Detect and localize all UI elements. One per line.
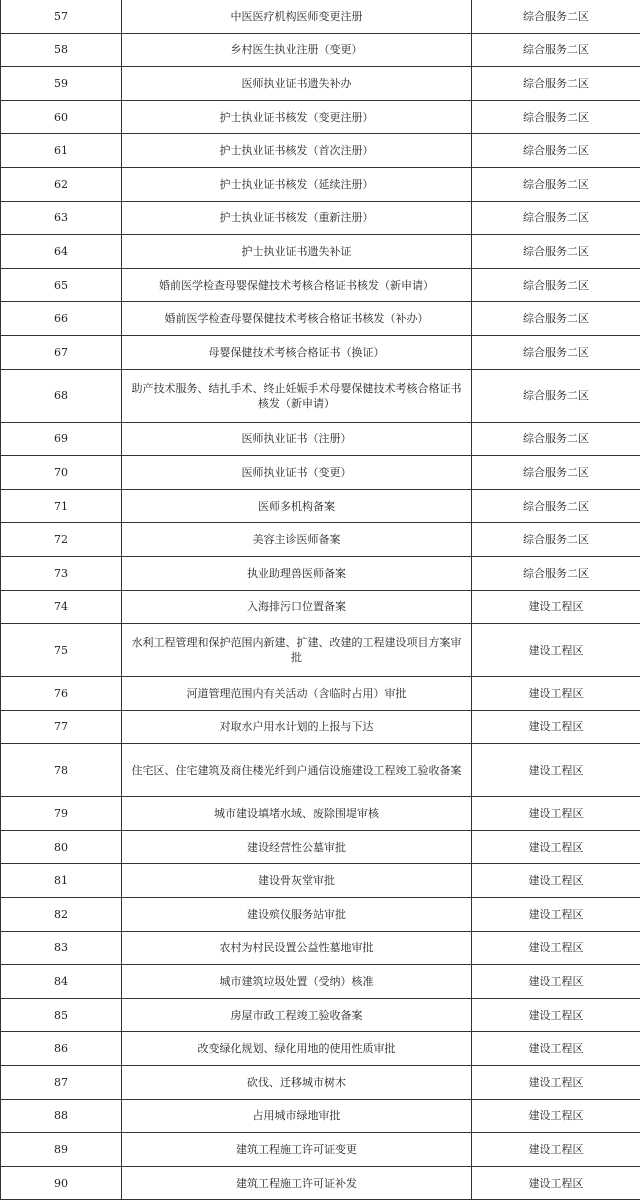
table-row bbox=[1, 898, 640, 932]
service-name: 护士执业证书核发（变更注册） bbox=[122, 100, 472, 134]
row-number: 88 bbox=[1, 1099, 122, 1133]
service-area: 建设工程区 bbox=[472, 965, 640, 999]
table-row bbox=[1, 523, 640, 557]
table-row bbox=[1, 1032, 640, 1066]
row-number: 74 bbox=[1, 590, 122, 624]
service-name: 砍伐、迁移城市树木 bbox=[122, 1066, 472, 1100]
service-area: 建设工程区 bbox=[472, 864, 640, 898]
row-number: 62 bbox=[1, 167, 122, 201]
table-row bbox=[1, 335, 640, 369]
service-name: 婚前医学检查母婴保健技术考核合格证书核发（新申请） bbox=[122, 268, 472, 302]
service-area: 综合服务二区 bbox=[472, 523, 640, 557]
service-area: 建设工程区 bbox=[472, 1099, 640, 1133]
service-name: 护士执业证书核发（延续注册） bbox=[122, 167, 472, 201]
table-body bbox=[1, 0, 640, 1200]
service-name: 农村为村民设置公益性墓地审批 bbox=[122, 931, 472, 965]
service-area: 综合服务二区 bbox=[472, 556, 640, 590]
service-name: 水利工程管理和保护范围内新建、扩建、改建的工程建设项目方案审批 bbox=[122, 624, 472, 677]
service-name: 占用城市绿地审批 bbox=[122, 1099, 472, 1133]
service-area: 综合服务二区 bbox=[472, 201, 640, 235]
table-row bbox=[1, 302, 640, 336]
row-number: 58 bbox=[1, 33, 122, 67]
table-row bbox=[1, 830, 640, 864]
service-name: 护士执业证书核发（重新注册） bbox=[122, 201, 472, 235]
service-area: 建设工程区 bbox=[472, 744, 640, 797]
service-name: 婚前医学检查母婴保健技术考核合格证书核发（补办） bbox=[122, 302, 472, 336]
table-row bbox=[1, 1133, 640, 1167]
service-name: 母婴保健技术考核合格证书（换证） bbox=[122, 335, 472, 369]
row-number: 81 bbox=[1, 864, 122, 898]
service-name: 建筑工程施工许可证补发 bbox=[122, 1166, 472, 1200]
service-name: 医师执业证书（变更） bbox=[122, 456, 472, 490]
service-area: 建设工程区 bbox=[472, 830, 640, 864]
service-area: 综合服务二区 bbox=[472, 167, 640, 201]
row-number: 89 bbox=[1, 1133, 122, 1167]
service-name: 建设殡仪服务站审批 bbox=[122, 898, 472, 932]
table-row bbox=[1, 167, 640, 201]
table-row bbox=[1, 201, 640, 235]
service-area: 建设工程区 bbox=[472, 1032, 640, 1066]
service-area: 综合服务二区 bbox=[472, 456, 640, 490]
service-name: 医师多机构备案 bbox=[122, 489, 472, 523]
table-row bbox=[1, 100, 640, 134]
service-name: 建设骨灰堂审批 bbox=[122, 864, 472, 898]
service-area: 综合服务二区 bbox=[472, 33, 640, 67]
service-area: 综合服务二区 bbox=[472, 134, 640, 168]
service-name: 中医医疗机构医师变更注册 bbox=[122, 0, 472, 33]
service-name: 医师执业证书遗失补办 bbox=[122, 67, 472, 101]
row-number: 73 bbox=[1, 556, 122, 590]
service-name: 入海排污口位置备案 bbox=[122, 590, 472, 624]
service-area: 综合服务二区 bbox=[472, 268, 640, 302]
service-name: 改变绿化规划、绿化用地的使用性质审批 bbox=[122, 1032, 472, 1066]
table-row bbox=[1, 33, 640, 67]
row-number: 85 bbox=[1, 998, 122, 1032]
service-name: 助产技术服务、结扎手术、终止妊娠手术母婴保健技术考核合格证书核发（新申请） bbox=[122, 369, 472, 422]
row-number: 87 bbox=[1, 1066, 122, 1100]
service-area: 建设工程区 bbox=[472, 710, 640, 744]
service-area: 建设工程区 bbox=[472, 677, 640, 711]
service-area: 建设工程区 bbox=[472, 1066, 640, 1100]
row-number: 60 bbox=[1, 100, 122, 134]
service-area: 建设工程区 bbox=[472, 590, 640, 624]
service-name: 城市建筑垃圾处置（受纳）核准 bbox=[122, 965, 472, 999]
table-row bbox=[1, 235, 640, 269]
row-number: 78 bbox=[1, 744, 122, 797]
row-number: 84 bbox=[1, 965, 122, 999]
table-row bbox=[1, 456, 640, 490]
row-number: 64 bbox=[1, 235, 122, 269]
service-name: 建筑工程施工许可证变更 bbox=[122, 1133, 472, 1167]
service-area: 综合服务二区 bbox=[472, 67, 640, 101]
service-area: 建设工程区 bbox=[472, 931, 640, 965]
table-row bbox=[1, 624, 640, 677]
service-area: 综合服务二区 bbox=[472, 369, 640, 422]
row-number: 80 bbox=[1, 830, 122, 864]
table-row bbox=[1, 369, 640, 422]
row-number: 72 bbox=[1, 523, 122, 557]
service-name: 执业助理兽医师备案 bbox=[122, 556, 472, 590]
table-row bbox=[1, 422, 640, 456]
row-number: 86 bbox=[1, 1032, 122, 1066]
service-area: 综合服务二区 bbox=[472, 100, 640, 134]
table-row bbox=[1, 1066, 640, 1100]
service-name: 河道管理范围内有关活动（含临时占用）审批 bbox=[122, 677, 472, 711]
service-area: 建设工程区 bbox=[472, 624, 640, 677]
row-number: 67 bbox=[1, 335, 122, 369]
service-name: 美容主诊医师备案 bbox=[122, 523, 472, 557]
table-row bbox=[1, 931, 640, 965]
table-row bbox=[1, 677, 640, 711]
service-area: 综合服务二区 bbox=[472, 489, 640, 523]
table-row bbox=[1, 0, 640, 33]
service-area: 建设工程区 bbox=[472, 1133, 640, 1167]
service-area: 综合服务二区 bbox=[472, 302, 640, 336]
table-row bbox=[1, 710, 640, 744]
row-number: 75 bbox=[1, 624, 122, 677]
service-name: 对取水户用水计划的上报与下达 bbox=[122, 710, 472, 744]
service-name: 房屋市政工程竣工验收备案 bbox=[122, 998, 472, 1032]
row-number: 59 bbox=[1, 67, 122, 101]
row-number: 83 bbox=[1, 931, 122, 965]
row-number: 61 bbox=[1, 134, 122, 168]
row-number: 68 bbox=[1, 369, 122, 422]
service-area: 建设工程区 bbox=[472, 998, 640, 1032]
service-name: 建设经营性公墓审批 bbox=[122, 830, 472, 864]
table-row bbox=[1, 1166, 640, 1200]
service-area: 综合服务二区 bbox=[472, 422, 640, 456]
row-number: 82 bbox=[1, 898, 122, 932]
service-area: 综合服务二区 bbox=[472, 0, 640, 33]
service-area: 综合服务二区 bbox=[472, 235, 640, 269]
row-number: 65 bbox=[1, 268, 122, 302]
table-row bbox=[1, 134, 640, 168]
service-name: 医师执业证书（注册） bbox=[122, 422, 472, 456]
table-row bbox=[1, 590, 640, 624]
service-name: 城市建设填堵水域、废除围堤审核 bbox=[122, 797, 472, 831]
row-number: 77 bbox=[1, 710, 122, 744]
table-row bbox=[1, 489, 640, 523]
row-number: 63 bbox=[1, 201, 122, 235]
table-row bbox=[1, 797, 640, 831]
table-row bbox=[1, 67, 640, 101]
row-number: 66 bbox=[1, 302, 122, 336]
service-area: 建设工程区 bbox=[472, 797, 640, 831]
table-row bbox=[1, 1099, 640, 1133]
table-row bbox=[1, 965, 640, 999]
table-row bbox=[1, 556, 640, 590]
service-name: 住宅区、住宅建筑及商住楼光纤到户通信设施建设工程竣工验收备案 bbox=[122, 744, 472, 797]
service-area: 建设工程区 bbox=[472, 1166, 640, 1200]
row-number: 79 bbox=[1, 797, 122, 831]
table-row bbox=[1, 744, 640, 797]
table-row bbox=[1, 864, 640, 898]
row-number: 70 bbox=[1, 456, 122, 490]
service-name: 护士执业证书核发（首次注册） bbox=[122, 134, 472, 168]
service-name: 乡村医生执业注册（变更） bbox=[122, 33, 472, 67]
service-area: 建设工程区 bbox=[472, 898, 640, 932]
service-area: 综合服务二区 bbox=[472, 335, 640, 369]
table-row bbox=[1, 268, 640, 302]
row-number: 69 bbox=[1, 422, 122, 456]
service-name: 护士执业证书遗失补证 bbox=[122, 235, 472, 269]
row-number: 76 bbox=[1, 677, 122, 711]
row-number: 57 bbox=[1, 0, 122, 33]
row-number: 71 bbox=[1, 489, 122, 523]
row-number: 90 bbox=[1, 1166, 122, 1200]
table-row bbox=[1, 998, 640, 1032]
